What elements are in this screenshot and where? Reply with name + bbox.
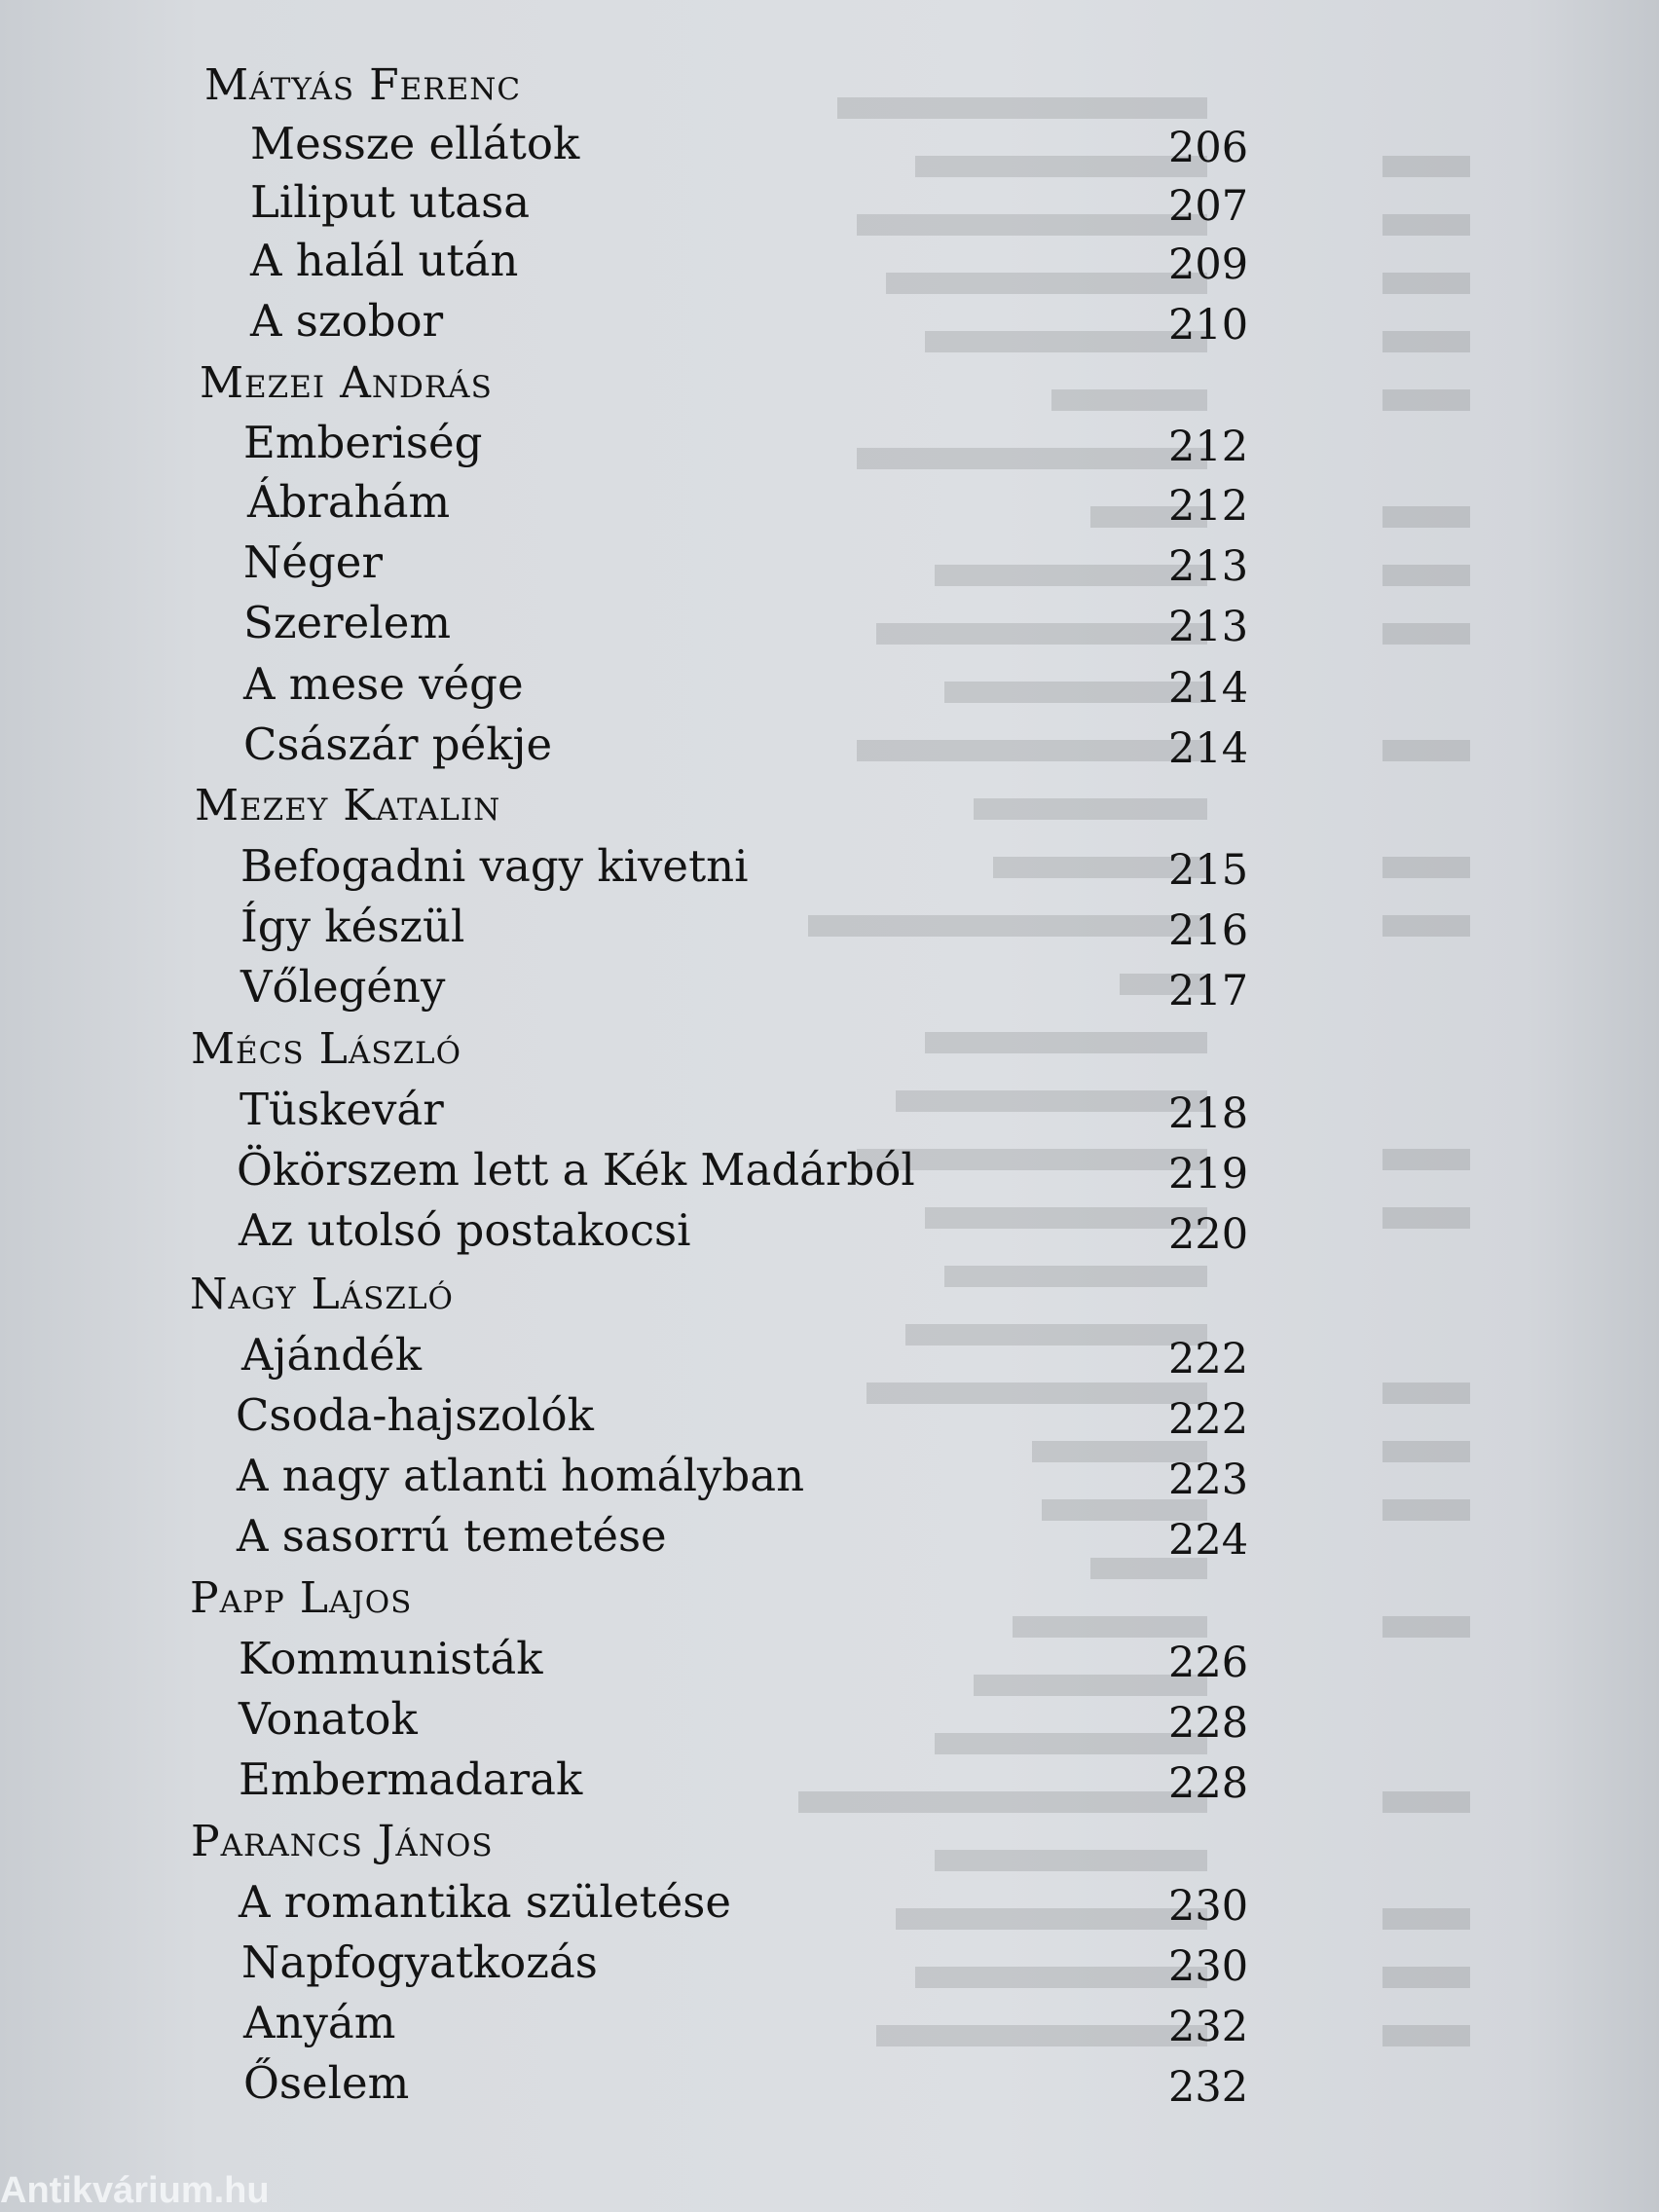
page-number: 222 [1168, 1335, 1249, 1383]
page-number: 224 [1168, 1516, 1249, 1565]
poem-title: A romantika születése [239, 1876, 732, 1928]
page-number: 220 [1168, 1210, 1249, 1259]
page-number: 215 [1168, 846, 1249, 895]
author-heading: Mezei András [200, 358, 493, 408]
poem-title: A halál után [250, 235, 519, 286]
page-number: 212 [1168, 423, 1249, 471]
page-number: 228 [1168, 1699, 1249, 1748]
page-number: 230 [1168, 1882, 1249, 1931]
page-number: 207 [1168, 182, 1249, 231]
page-number: 218 [1168, 1089, 1249, 1138]
watermark: Antikvárium.hu [0, 2170, 270, 2211]
page-number: 210 [1168, 301, 1249, 350]
poem-title: A sasorrú temetése [237, 1510, 667, 1562]
poem-title: Így készül [240, 901, 465, 952]
page-number: 219 [1168, 1150, 1249, 1198]
poem-title: Napfogyatkozás [241, 1936, 598, 1988]
poem-title: A szobor [250, 295, 444, 347]
page-number: 214 [1168, 724, 1249, 773]
page-number: 212 [1168, 482, 1249, 531]
poem-title: Anyám [243, 1997, 396, 2048]
poem-title: Csoda-hajszolók [236, 1389, 594, 1441]
poem-title: A nagy atlanti homályban [237, 1450, 805, 1501]
poem-title: Kommunisták [239, 1633, 543, 1684]
page-number: 222 [1168, 1395, 1249, 1444]
author-heading: Nagy László [190, 1270, 454, 1319]
page-number: 214 [1168, 664, 1249, 713]
page-number: 206 [1168, 124, 1249, 172]
author-heading: Mezey Katalin [195, 781, 501, 830]
page-number: 223 [1168, 1456, 1249, 1504]
poem-title: Vonatok [239, 1693, 418, 1745]
poem-title: Néger [243, 536, 383, 588]
page-number: 213 [1168, 603, 1249, 651]
poem-title: Ábrahám [247, 476, 451, 528]
page-number: 213 [1168, 542, 1249, 591]
page-number: 226 [1168, 1639, 1249, 1687]
poem-title: Vőlegény [240, 961, 446, 1013]
poem-title: Embermadarak [239, 1753, 583, 1805]
poem-title: Az utolsó postakocsi [239, 1204, 691, 1256]
page-number: 209 [1168, 240, 1249, 289]
poem-title: Őselem [243, 2057, 410, 2109]
poem-title: A mese vége [243, 658, 524, 710]
author-heading: Parancs János [191, 1817, 494, 1866]
page-number: 217 [1168, 967, 1249, 1015]
author-heading: Mécs László [191, 1024, 462, 1074]
poem-title: Ajándék [241, 1329, 422, 1381]
poem-title: Szerelem [243, 597, 452, 648]
page-number: 230 [1168, 1942, 1249, 1991]
poem-title: Császár pékje [243, 719, 553, 770]
page-number: 232 [1168, 2003, 1249, 2051]
author-heading: Papp Lajos [190, 1573, 413, 1623]
poem-title: Befogadni vagy kivetni [240, 840, 749, 892]
poem-title: Emberiség [243, 417, 483, 468]
poem-title: Tüskevár [240, 1084, 444, 1135]
page-number: 216 [1168, 906, 1249, 955]
poem-title: Ökörszem lett a Kék Madárból [237, 1144, 915, 1196]
page-number: 228 [1168, 1759, 1249, 1808]
page-number: 232 [1168, 2063, 1249, 2112]
poem-title: Messze ellátok [250, 118, 580, 169]
author-heading: Mátyás Ferenc [204, 60, 522, 110]
poem-title: Liliput utasa [250, 176, 531, 228]
